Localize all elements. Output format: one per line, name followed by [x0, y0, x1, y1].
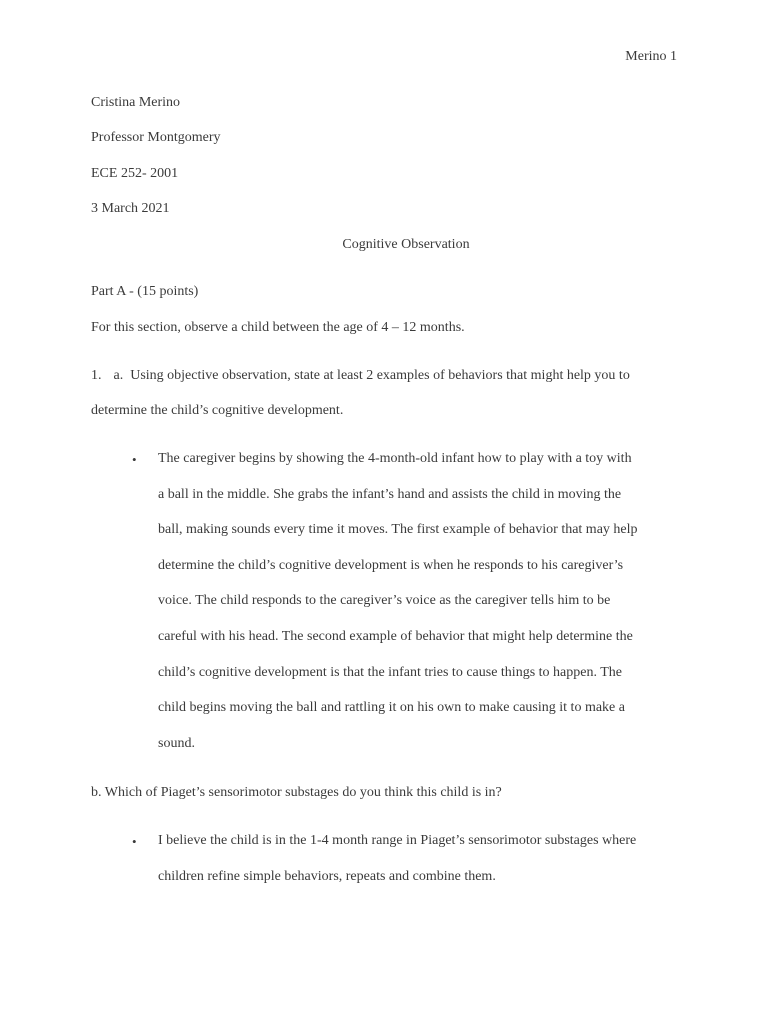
answer-1a-line: a ball in the middle. She grabs the infant’s hand and assists the child in moving the	[158, 486, 622, 502]
bullet-icon: •	[132, 452, 137, 467]
question-letter: a.	[113, 368, 124, 383]
question-1a-text: Using objective observation, state at least 2 examples of behaviors that might help you to	[130, 368, 630, 383]
answer-1b-line: I believe the child is in the 1-4 month range in Piaget’s sensorimotor substages where	[158, 833, 637, 848]
answer-1a-line: voice. The child responds to the caregiver’s voice as the caregiver tells him to be	[158, 593, 611, 609]
answer-1a-line: The caregiver begins by showing the 4-month-old infant how to play with a toy with	[158, 451, 632, 466]
answer-1a-line: ball, making sounds every time it moves. The first example of behavior that may help	[158, 522, 638, 538]
answer-1a	[158, 441, 698, 761]
question-1a-line-2: determine the child’s cognitive development.	[91, 403, 344, 418]
document-date: 3 March 2021	[91, 201, 170, 216]
question-1b: b. Which of Piaget’s sensorimotor substages do you think this child is in?	[91, 785, 502, 800]
part-a-heading: Part A - (15 points)	[91, 284, 199, 299]
professor-name: Professor Montgomery	[91, 130, 221, 145]
document-title: Cognitive Observation	[342, 237, 470, 252]
question-number: 1.	[91, 368, 102, 383]
answer-1b-line: children refine simple behaviors, repeats and combine them.	[158, 868, 496, 884]
running-header: Merino 1	[625, 49, 677, 64]
answer-1a-line: child begins moving the ball and rattling it on his own to make causing it to make a	[158, 700, 625, 716]
answer-1a-line: child’s cognitive development is that the infant tries to cause things to happen. The	[158, 664, 622, 680]
answer-1a-line: sound.	[158, 735, 195, 751]
answer-1a-line: determine the child’s cognitive development is when he responds to his caregiver’s	[158, 557, 624, 573]
part-a-instructions: For this section, observe a child between the age of 4 – 12 months.	[91, 320, 465, 335]
student-name: Cristina Merino	[91, 95, 181, 110]
bullet-icon: •	[132, 834, 137, 849]
course-code: ECE 252- 2001	[91, 166, 179, 181]
answer-1a-line: careful with his head. The second example of behavior that might help determine the	[158, 628, 633, 644]
answer-1b	[158, 823, 698, 894]
question-1a-line-1	[91, 367, 630, 385]
